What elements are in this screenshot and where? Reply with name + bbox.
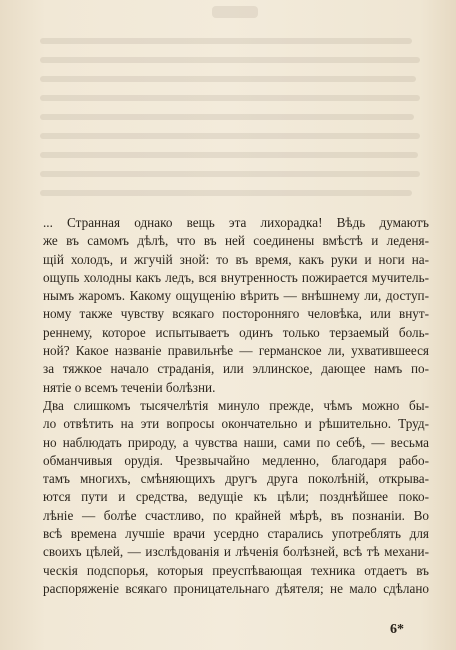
text-line: но наблюдать природу, а чувства наши, сами по себѣ, — весьма bbox=[43, 434, 429, 450]
text-line: всѣ времена лучшіе врачи усердно старались употреблять для bbox=[43, 526, 429, 542]
text-line: ному также чувству всякаго посторонняго человѣка, или внут- bbox=[43, 306, 429, 322]
text-line: ощупь холодны какъ ледъ, вся внутренность пожирается мучитель- bbox=[43, 269, 429, 285]
text-line: же въ самомъ дѣлѣ, что въ ней соединены вмѣстѣ и леденя- bbox=[43, 233, 429, 249]
text-line: ческія подспорья, которыя преуспѣвающая техника отдаетъ въ bbox=[43, 562, 429, 578]
text-line: лѣніе — болѣе счастливо, по крайней мѣрѣ, въ познаніи. Во bbox=[43, 507, 429, 523]
text-line: ... Странная однако вещь эта лихорадка! Вѣдь думаютъ bbox=[43, 215, 429, 230]
text-line: ются пути и средства, ведущіе къ цѣли; позднѣйшее поко- bbox=[43, 489, 429, 505]
text-line: ной? Какое названіе правильнѣе — германское ли, ухватившееся bbox=[43, 343, 429, 359]
text-line: реннему, которое испытываетъ одинъ только терзаемый боль- bbox=[43, 324, 429, 340]
paragraph-1 bbox=[43, 214, 429, 397]
text-line: щій холодъ, и жгучій зной: то въ время, какъ руки и ноги на- bbox=[43, 251, 429, 267]
signature-mark: 6* bbox=[390, 622, 404, 637]
text-line: обманчивыя орудія. Чрезвычайно медленно, благодаря рабо- bbox=[43, 452, 429, 468]
document-body bbox=[43, 214, 429, 598]
text-line: за тяжкое начало страданія, или эллинское, дающее намъ по- bbox=[43, 361, 429, 377]
text-line: Два слишкомъ тысячелѣтія минуло прежде, чѣмъ можно бы- bbox=[43, 397, 429, 413]
text-line: нятіе о всемъ теченіи болѣзни. bbox=[43, 379, 216, 395]
text-line: распоряженіе всякаго проницательнаго дѣятеля; не мало сдѣлано bbox=[43, 580, 429, 596]
text-line: нымъ жаромъ. Какому ощущенію вѣрить — внѣшнему ли, доступ- bbox=[43, 288, 429, 304]
text-line: своихъ цѣлей, — изслѣдованія и лѣченія болѣзней, всѣ тѣ механи- bbox=[43, 544, 429, 560]
text-line: тамъ многихъ, смѣняющихъ другъ друга поколѣній, открыва- bbox=[43, 471, 429, 487]
paragraph-2 bbox=[43, 397, 429, 598]
text-line: ло отвѣтить на эти вопросы окончательно и рѣшительно. Труд- bbox=[43, 416, 429, 432]
